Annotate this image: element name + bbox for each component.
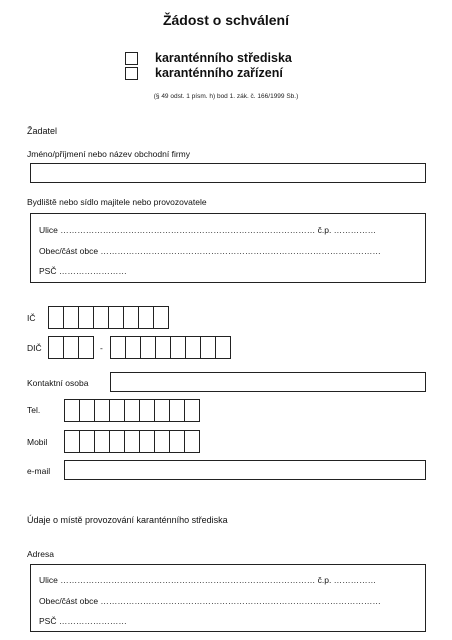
dic-separator: -: [100, 343, 103, 353]
option-checkbox-facility[interactable]: [125, 67, 138, 80]
tel-digit-cell[interactable]: [94, 399, 110, 422]
ic-digit-cell[interactable]: [153, 306, 169, 329]
dic-digit-cell[interactable]: [170, 336, 186, 359]
residence-address-box: [30, 213, 426, 283]
site-street-line[interactable]: Ulice ……………………………………………………………………………… č.p. ……………: [39, 575, 377, 585]
tel-field[interactable]: [64, 399, 199, 422]
residence-city-line[interactable]: Obec/část obce ………………………………………………………………………………………: [39, 246, 381, 256]
ic-digit-cell[interactable]: [78, 306, 94, 329]
mobile-digit-cell[interactable]: [169, 430, 185, 453]
mobile-digit-cell[interactable]: [64, 430, 80, 453]
ic-digit-cell[interactable]: [93, 306, 109, 329]
mobile-digit-cell[interactable]: [139, 430, 155, 453]
dic-prefix-cell[interactable]: [48, 336, 64, 359]
tel-digit-cell[interactable]: [184, 399, 200, 422]
ic-field[interactable]: [48, 306, 168, 329]
dic-digit-cell[interactable]: [155, 336, 171, 359]
applicant-section-title: Žadatel: [27, 126, 58, 136]
dic-digit-cell[interactable]: [140, 336, 156, 359]
dic-prefix-cell[interactable]: [78, 336, 94, 359]
ic-digit-cell[interactable]: [108, 306, 124, 329]
email-field[interactable]: [64, 460, 426, 480]
mobile-digit-cell[interactable]: [184, 430, 200, 453]
option-label-facility: karanténního zařízení: [155, 66, 283, 80]
dic-digit-cell[interactable]: [215, 336, 231, 359]
dic-digit-cell[interactable]: [200, 336, 216, 359]
email-label: e-mail: [27, 466, 51, 476]
contact-person-field[interactable]: [110, 372, 426, 392]
law-reference: (§ 49 odst. 1 písm. h) bod 1. zák. č. 166/1999 Sb.): [153, 93, 299, 100]
dic-digit-cell[interactable]: [185, 336, 201, 359]
mobile-digit-cell[interactable]: [109, 430, 125, 453]
tel-digit-cell[interactable]: [79, 399, 95, 422]
site-city-line[interactable]: Obec/část obce ………………………………………………………………………………………: [39, 596, 381, 606]
site-address-box: [30, 564, 426, 632]
tel-digit-cell[interactable]: [124, 399, 140, 422]
ic-digit-cell[interactable]: [48, 306, 64, 329]
tel-label: Tel.: [27, 405, 41, 415]
residence-label: Bydliště nebo sídlo majitele nebo provozovatele: [27, 197, 207, 207]
mobile-digit-cell[interactable]: [154, 430, 170, 453]
site-address-label: Adresa: [27, 549, 54, 559]
form-title: Žádost o schválení: [162, 12, 290, 28]
tel-digit-cell[interactable]: [154, 399, 170, 422]
residence-street-line[interactable]: Ulice ……………………………………………………………………………… č.p. ……………: [39, 225, 377, 235]
option-label-station: karanténního střediska: [155, 51, 292, 65]
tel-digit-cell[interactable]: [139, 399, 155, 422]
name-field[interactable]: [30, 163, 426, 183]
dic-number-field[interactable]: [110, 336, 230, 359]
mobile-digit-cell[interactable]: [79, 430, 95, 453]
ic-digit-cell[interactable]: [123, 306, 139, 329]
tel-digit-cell[interactable]: [64, 399, 80, 422]
dic-prefix-field[interactable]: [48, 336, 93, 359]
dic-digit-cell[interactable]: [110, 336, 126, 359]
tel-digit-cell[interactable]: [109, 399, 125, 422]
ic-digit-cell[interactable]: [63, 306, 79, 329]
mobile-digit-cell[interactable]: [94, 430, 110, 453]
option-checkbox-station[interactable]: [125, 52, 138, 65]
site-section-title: Údaje o místě provozování karanténního střediska: [27, 515, 228, 525]
dic-prefix-cell[interactable]: [63, 336, 79, 359]
ic-label: IČ: [27, 313, 36, 323]
dic-digit-cell[interactable]: [125, 336, 141, 359]
residence-zip-line[interactable]: PSČ ……………………: [39, 266, 127, 276]
mobile-digit-cell[interactable]: [124, 430, 140, 453]
site-zip-line[interactable]: PSČ ……………………: [39, 616, 127, 626]
tel-digit-cell[interactable]: [169, 399, 185, 422]
dic-label: DIČ: [27, 343, 42, 353]
mobile-label: Mobil: [27, 437, 48, 447]
ic-digit-cell[interactable]: [138, 306, 154, 329]
name-label: Jméno/příjmení nebo název obchodní firmy: [27, 149, 191, 159]
mobile-field[interactable]: [64, 430, 199, 453]
contact-person-label: Kontaktní osoba: [27, 378, 89, 388]
